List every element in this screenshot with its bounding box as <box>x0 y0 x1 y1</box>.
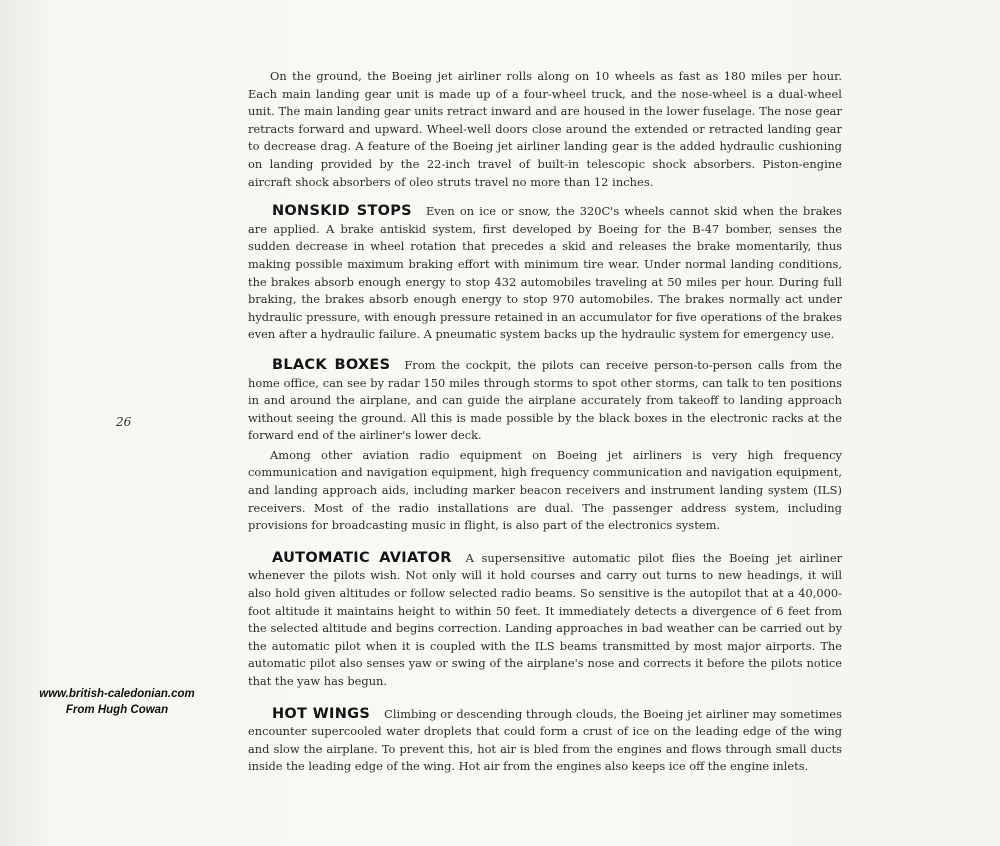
section-text: Climbing or descending through clouds, the Boeing jet airliner may sometimes encounter supercooled water droplets that could form a crust of ice on the leading edge of the wing and slow the airplane. To prevent this, hot air is bled from the engines and flows through small ducts inside the leading edge of the wing. Hot air from the engines also keeps ice off the engine inlets. <box>248 706 842 774</box>
section-heading: HOT WINGS <box>272 705 371 722</box>
intro-paragraph: On the ground, the Boeing jet airliner rolls along on 10 wheels as fast as 180 miles per hour. Each main landing gear unit is made up of a four-wheel truck, and the nose-wheel is a dual-wheel unit. The main landing gear units retract inward and are housed in the lower fuselage. The nose gear retracts forward and upward. Wheel-well doors close around the extended or retracted landing gear to decrease drag. A feature of the Boeing jet airliner landing gear is the added hydraulic cushioning on landing provided by the 22-inch travel of built-in telescopic shock absorbers. Piston-engine aircraft shock absorbers of oleo struts travel no more than 12 inches. <box>248 69 842 189</box>
text-column <box>248 68 842 776</box>
section-text: Even on ice or snow, the 320C's wheels cannot skid when the brakes are applied. A brake antiskid system, first developed by Boeing for the B-47 bomber, senses the sudden decrease in wheel rotation that precedes a skid and releases the brake momentarily, thus making possible maximum braking effort with minimum tire wear. Under normal landing conditions, the brakes absorb enough energy to stop 432 automobiles traveling at 50 miles per hour. During full braking, the brakes absorb enough energy to stop 970 automobiles. The brakes normally act under hydraulic pressure, with enough pressure retained in an accumulator for five operations of the brakes even after a hydraulic failure. A pneumatic system backs up the hydraulic system for emergency use. <box>248 204 843 342</box>
section-hot-wings <box>248 706 842 776</box>
section-heading: BLACK BOXES <box>272 356 391 373</box>
section-heading: AUTOMATIC AVIATOR <box>272 549 452 566</box>
credit-source: From Hugh Cowan <box>65 704 169 716</box>
credit-website: www.british-caledonian.com <box>39 688 195 700</box>
credit-block <box>22 686 212 718</box>
section-nonskid-stops <box>248 203 842 344</box>
section-automatic-aviator <box>248 550 842 691</box>
page-number: 26 <box>116 415 132 429</box>
section-text: From the cockpit, the pilots can receive person-to-person calls from the home office, can see by radar 150 miles through storms to spot other storms, can talk to ten positions in and around the airplane, and can guide the airplane accurately from takeoff to landing approach without seeing the ground. All this is made possible by the black boxes in the electronic racks at the forward end of the airliner's lower deck. <box>248 357 842 443</box>
section-black-boxes <box>248 357 842 445</box>
section-text: A supersensitive automatic pilot flies the Boeing jet airliner whenever the pilots wish. Not only will it hold courses and carry out turns to new headings, it will also hold given altitudes or follow selected radio beams. So sensitive is the autopilot that at a 40,000-foot altitude it maintains height to within 50 feet. It immediately detects a divergence of 6 feet from the selected altitude and begins correction. Landing approaches in bad weather can be carried out by the automatic pilot when it is coupled with the ILS beams transmitted by most major airports. The automatic pilot also senses yaw or swing of the airplane's nose and corrects it before the pilots notice that the yaw has begun. <box>248 550 843 688</box>
section-black-boxes-continuation: Among other aviation radio equipment on Boeing jet airliners is very high frequency communication and navigation equipment, high frequency communication and navigation equipment, and landing approach aids, including marker beacon receivers and instrument landing system (ILS) receivers. Most of the radio installations are dual. The passenger address system, including provisions for broadcasting music in flight, is also part of the electronics system. <box>248 447 842 533</box>
section-heading: NONSKID STOPS <box>272 203 412 220</box>
